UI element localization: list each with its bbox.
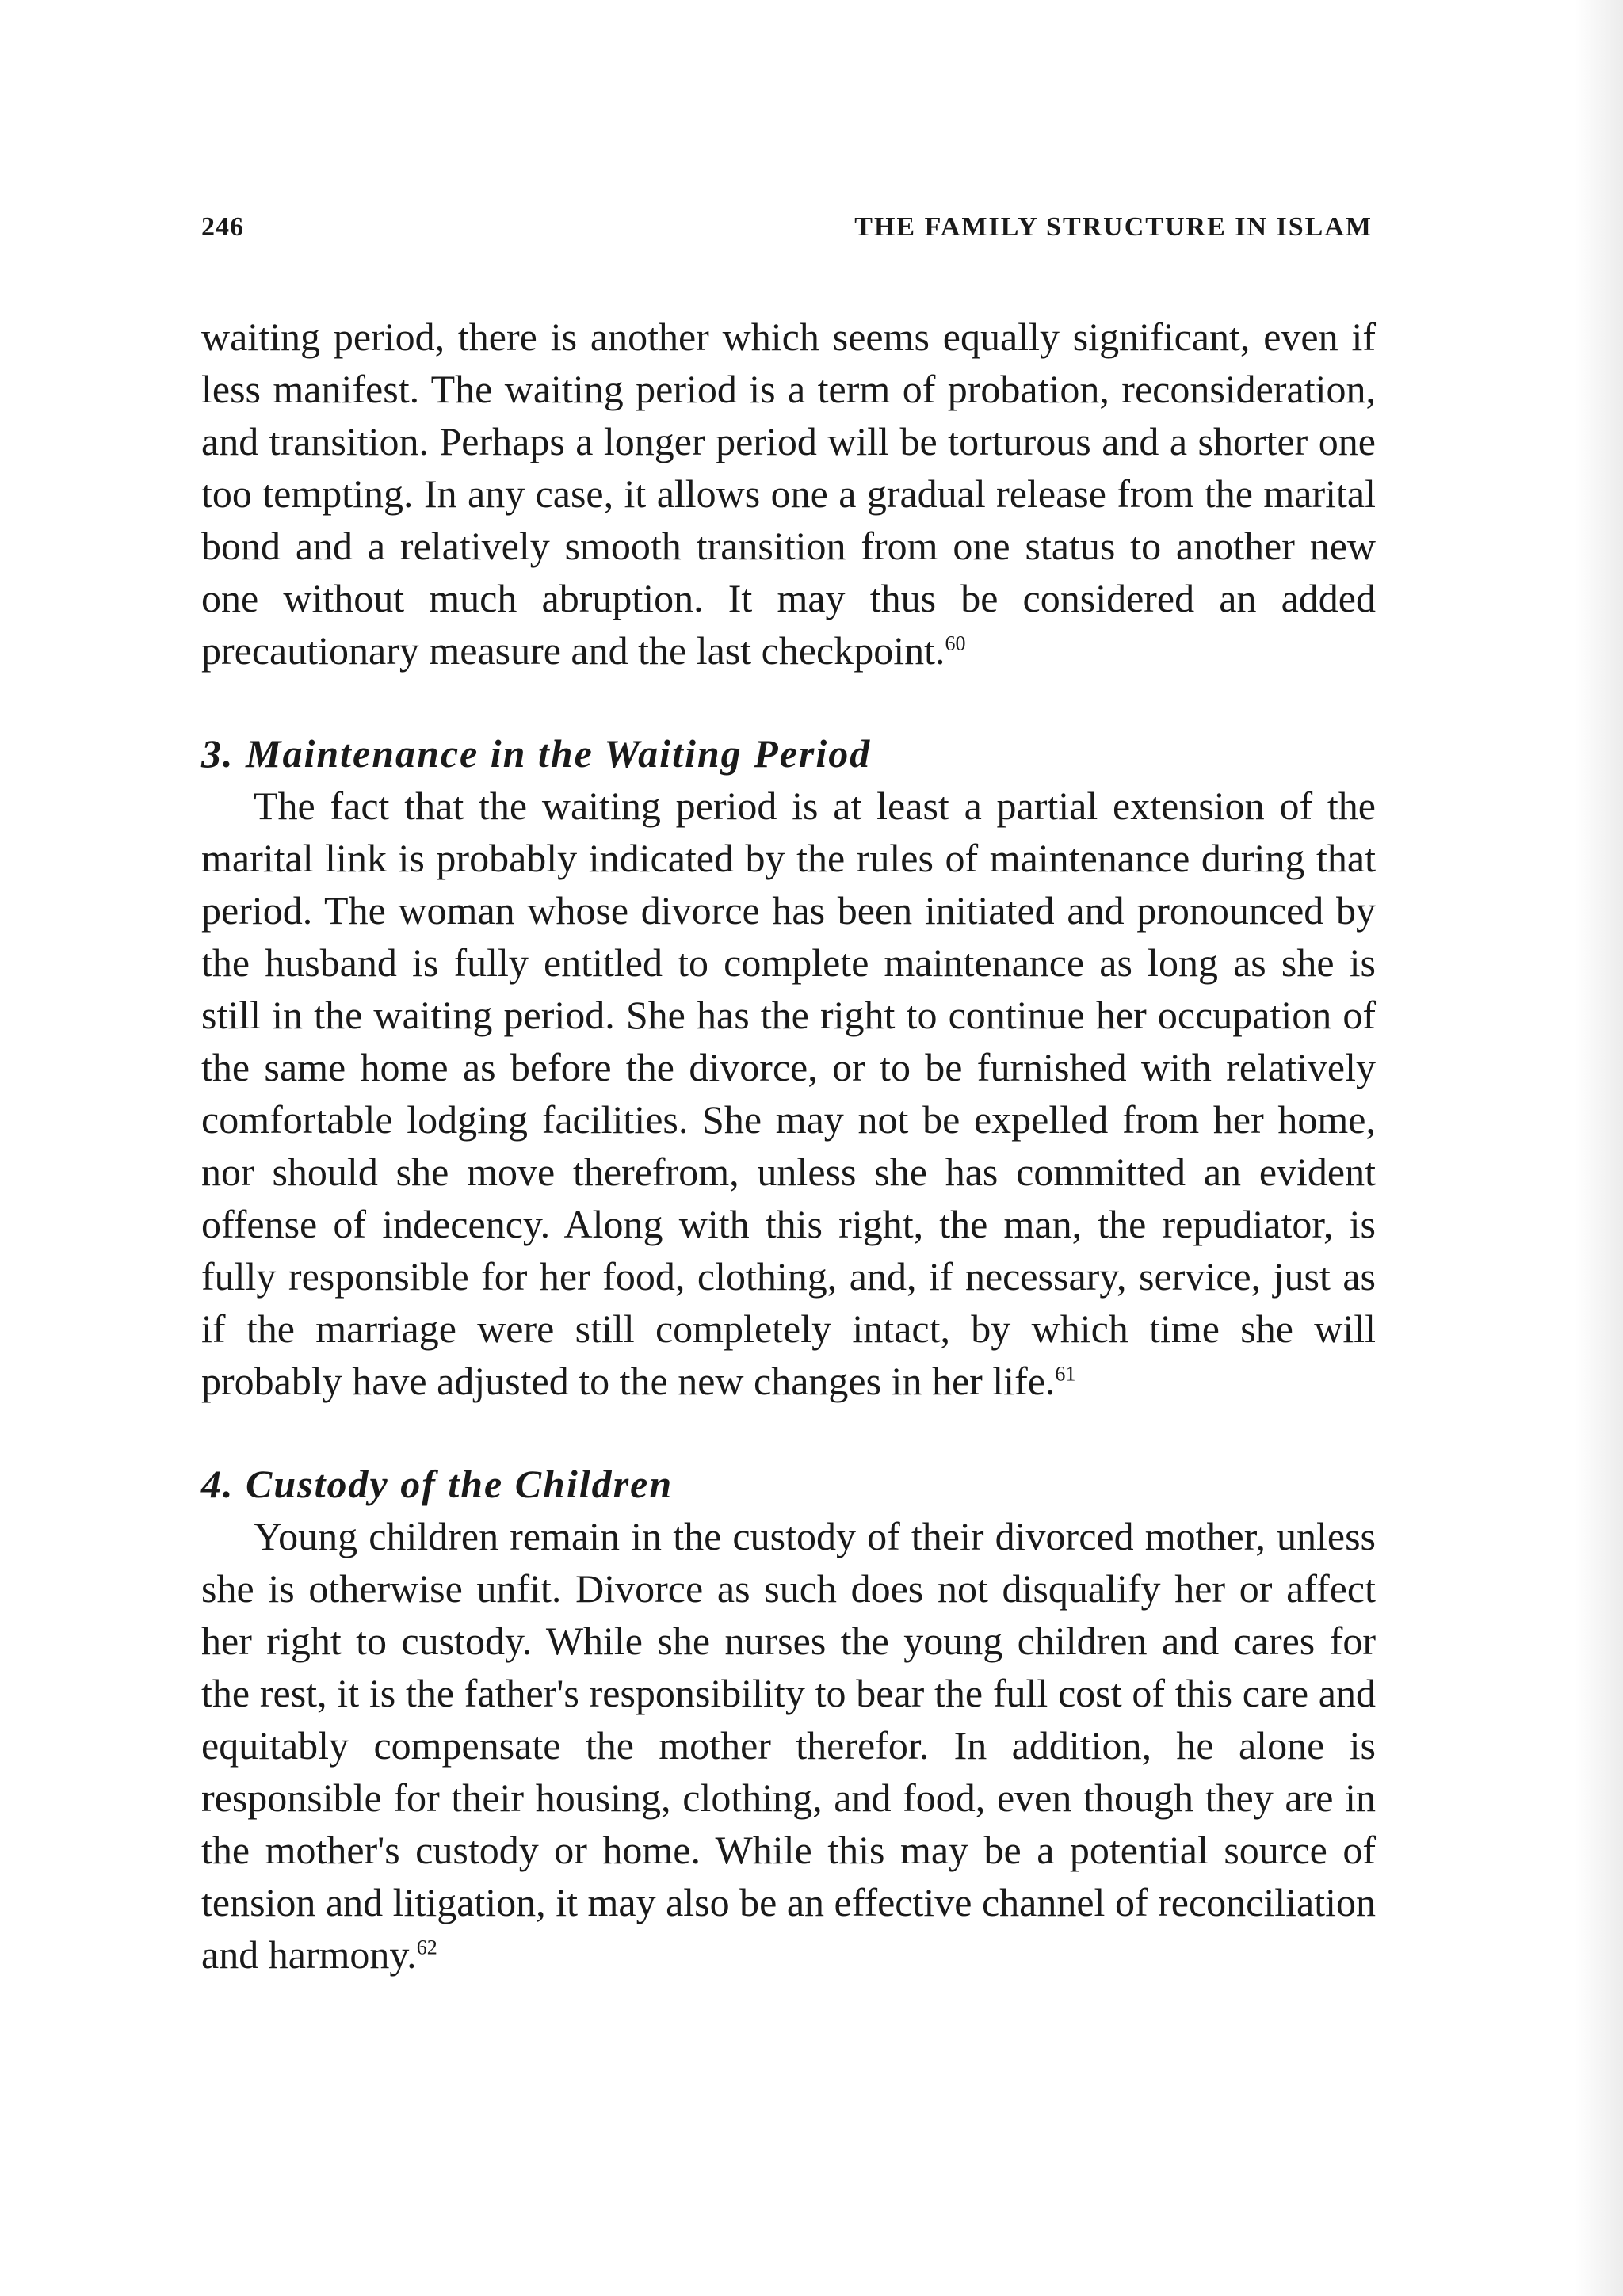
section-heading-maintenance: 3. Maintenance in the Waiting Period bbox=[201, 731, 872, 776]
page-body bbox=[201, 311, 1376, 1981]
paragraph-text: waiting period, there is another which seems equally significant, even if less manifest. The waiting period is a term of probation, reconsideration, and transition. Perhaps a longer period will be torturous and a shorter one too tempting. In any case, it allows one a gradual release from the marital bond and a relatively smooth transition from one status to another new one without much abruption. It may thus be considered an added precautionary measure and the last checkpoint. bbox=[201, 315, 1376, 673]
paragraph-text: Young children remain in the custody of their divorced mother, unless she is otherwise unfit. Divorce as such does not disqualify her or affect her right to custody. While she nurses the young children and cares for the rest, it is the father's responsibility to bear the full cost of this care and equitably compensate the mother therefor. In addition, he alone is responsible for their housing, clothing, and food, even though they are in the mother's custody or home. While this may be a potential source of tension and litigation, it may also be an effective channel of reconciliation and harmony. bbox=[201, 1514, 1376, 1977]
page-edge-shadow bbox=[1575, 0, 1623, 2296]
paragraph-maintenance bbox=[201, 780, 1376, 1407]
footnote-marker: 60 bbox=[945, 631, 966, 655]
paragraph-waiting-period bbox=[201, 311, 1376, 677]
paragraph-custody bbox=[201, 1510, 1376, 1981]
section-gap bbox=[201, 677, 1376, 727]
running-head bbox=[201, 212, 1373, 252]
footnote-marker: 61 bbox=[1055, 1362, 1076, 1386]
footnote-marker: 62 bbox=[416, 1936, 437, 1959]
page-number: 246 bbox=[201, 212, 244, 242]
section-gap bbox=[201, 1407, 1376, 1458]
paragraph-text: The fact that the waiting period is at least a partial extension of the marital link is probably indicated by the rules of maintenance during that period. The woman whose divorce has been initiated and pronounced by the husband is fully entitled to complete maintenance as long as she is still in the waiting period. She has the right to continue her occupation of the same home as before the divorce, or to be furnished with relatively comfortable lodging facilities. She may not be expelled from her home, nor should she move therefrom, unless she has committed an evident offense of indecency. Along with this right, the man, the repudiator, is fully responsible for her food, clothing, and, if necessary, service, just as if the marriage were still completely intact, by which time she will probably have adjusted to the new changes in her life. bbox=[201, 784, 1376, 1403]
running-title: THE FAMILY STRUCTURE IN ISLAM bbox=[854, 212, 1373, 242]
section-heading-custody: 4. Custody of the Children bbox=[201, 1462, 674, 1506]
